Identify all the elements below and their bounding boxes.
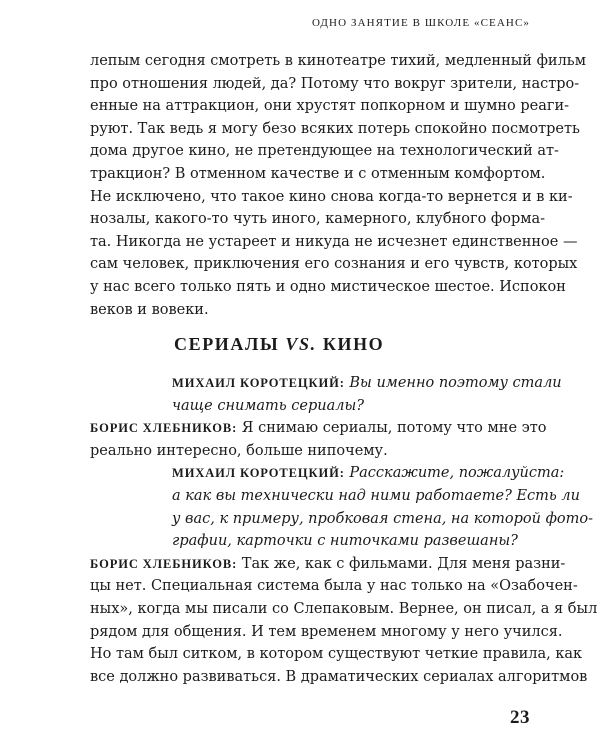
question-line: чаще снимать сериалы? — [172, 397, 365, 414]
heading-vs: VS. — [285, 334, 317, 354]
intro-line: сам человек, приключения его сознания и его чувств, которых — [90, 256, 578, 273]
heading-text-after: КИНО — [316, 334, 385, 354]
question-line: а как вы технически над ними работаете? Есть ли — [172, 487, 580, 504]
intro-paragraph — [90, 50, 586, 321]
question-text: Расскажите, пожалуйста: — [344, 465, 565, 482]
speaker-name: БОРИС ХЛЕБНИКОВ: — [90, 556, 238, 571]
intro-line: дома другое кино, не претендующее на технологический ат- — [90, 143, 559, 160]
intro-line: тракцион? В отменном качестве и с отменным комфортом. — [90, 165, 546, 182]
answer-text: Я снимаю сериалы, потому что мне это — [237, 420, 547, 437]
heading-text-before: СЕРИАЛЫ — [174, 334, 286, 354]
question-line: графии, карточки с ниточками развешаны? — [172, 533, 518, 550]
question-line — [90, 372, 562, 395]
answer-line: Но там был ситком, в котором существуют четкие правила, как — [90, 646, 583, 663]
intro-line: руют. Так ведь я могу безо всяких потерь спокойно посмотреть — [90, 120, 580, 137]
intro-line: лепым сегодня смотреть в кинотеатре тихий, медленный фильм — [90, 53, 586, 69]
answer-line: цы нет. Специальная система была у нас только на «Озабочен- — [90, 578, 578, 595]
intro-line: Не исключено, что такое кино снова когда-то вернется и в ки- — [90, 188, 573, 205]
answer-line: рядом для общения. И тем временем многому у него учился. — [90, 623, 563, 640]
intro-line: веков и вовеки. — [90, 301, 209, 318]
question-line — [90, 462, 565, 485]
intro-line: енные на аттракцион, они хрустят попкорном и шумно реаги- — [90, 98, 570, 115]
speaker-name: МИХАИЛ КОРОТЕЦКИЙ: — [172, 376, 345, 390]
intro-line: та. Никогда не устареет и никуда не исчезнет единственное — — [90, 233, 578, 250]
running-header: ОДНО ЗАНЯТИЕ В ШКОЛЕ «СЕАНС» — [311, 17, 530, 29]
answer-line — [90, 417, 547, 440]
answer-line — [90, 553, 566, 576]
answer-line: ных», когда мы писали со Слепаковым. Вернее, он писал, а я был — [90, 600, 598, 617]
intro-line: нозалы, какого-то чуть иного, камерного, клубного форма- — [90, 211, 546, 228]
question-text: Вы именно поэтому стали — [344, 375, 562, 391]
question-line: у вас, к примеру, пробковая стена, на которой фото- — [172, 510, 594, 527]
intro-line: у нас всего только пять и одно мистическое шестое. Испокон — [90, 278, 566, 295]
page-number: 23 — [510, 707, 530, 728]
answer-text: Так же, как с фильмами. Для меня разни- — [237, 555, 566, 572]
interview-dialogue — [90, 372, 598, 688]
speaker-name: БОРИС ХЛЕБНИКОВ: — [90, 421, 238, 436]
speaker-name: МИХАИЛ КОРОТЕЦКИЙ: — [172, 466, 345, 481]
section-heading — [174, 334, 384, 355]
answer-line: реально интересно, больше нипочему. — [90, 442, 388, 459]
intro-line: про отношения людей, да? Потому что вокруг зрители, настро- — [90, 75, 580, 92]
answer-line: все должно развиваться. В драматических сериалах алгоритмов — [90, 668, 588, 685]
